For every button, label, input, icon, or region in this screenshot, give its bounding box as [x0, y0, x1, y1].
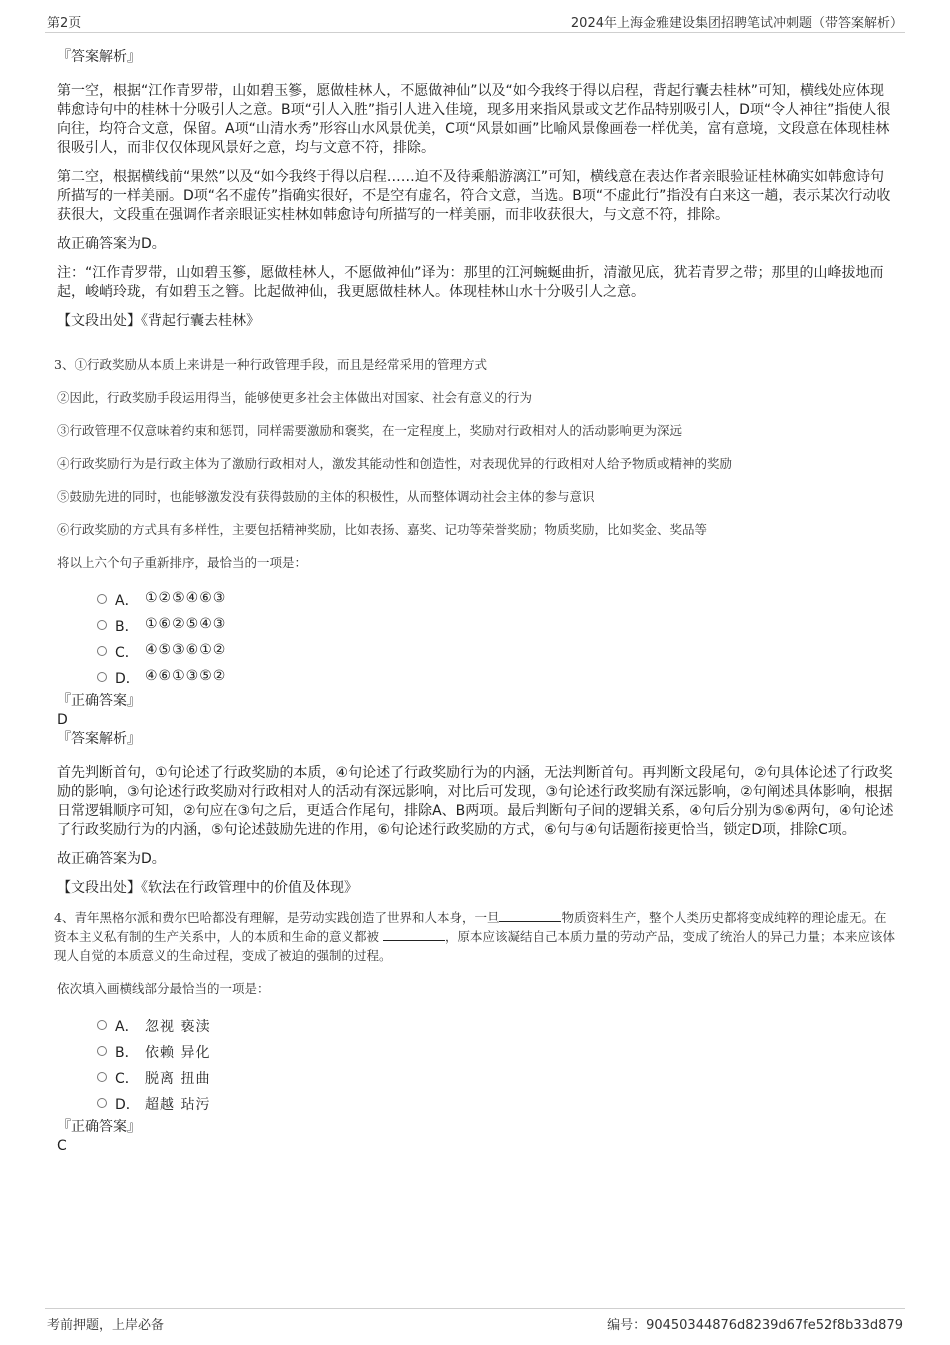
stem-part: ，原本应该凝结自己本质力量的劳动产品，变成了统治人的异己力量；本来应该体现人自觉的本质意义的生命过程，变成了被迫的强制的过程。 [54, 929, 896, 963]
document-content [54, 44, 896, 1156]
option-b[interactable] [97, 612, 895, 638]
explanation-paragraph: 第一空，根据“江作青罗带，山如碧玉篸，愿做桂林人，不愿做神仙”以及“如今我终于得以启程，背起行囊去桂林”可知，横线处应体现韩愈诗句中的桂林十分吸引人之意。B项“引人入胜”指引人进入佳境，现多用来指风景或文艺作品特别吸引人，D项“令人神往”指使人很向往，均符合文意，保留。A项“山清水秀”形容山水风景优美，C项“风景如画”比喻风景像画卷一样优美，富有意境，文段意在体现桂林很吸引人，而非仅仅体现风景好之意，均与文意不符，排除。 [57, 83, 891, 156]
option-d[interactable] [97, 1090, 895, 1116]
option-text: 超越 玷污 [145, 1097, 211, 1113]
question-3-sentence-3: ③行政管理不仅意味着约束和惩罚，同样需要激励和褒奖，在一定程度上，奖励对行政相对人的活动影响更为深远 [57, 423, 683, 438]
option-letter: D． [115, 1097, 140, 1113]
option-letter: A． [115, 1019, 139, 1035]
question-3-prompt: 将以上六个句子重新排序，最恰当的一项是： [57, 555, 308, 570]
radio-button[interactable] [97, 646, 107, 656]
question-4-options [57, 1012, 895, 1116]
option-d[interactable] [97, 664, 895, 690]
option-text: 依赖 异化 [145, 1045, 211, 1061]
translation-note: 注：“江作青罗带，山如碧玉篸，愿做桂林人，不愿做神仙”译为：那里的江河蜿蜒曲折，清澈见底，犹若青罗之带；那里的山峰拔地而起，峻峭玲珑，有如碧玉之簪。比起做神仙，我更愿做桂林人。体现桂林山水十分吸引人之意。 [57, 265, 884, 300]
option-letter: B． [115, 619, 139, 635]
document-code: 编号：90450344876d8239d67fe52f8b33d879 [607, 1318, 903, 1333]
option-text: ④⑤③⑥①② [145, 642, 227, 658]
question-3-sentence-2: ②因此，行政奖励手段运用得当，能够使更多社会主体做出对国家、社会有意义的行为 [57, 390, 533, 405]
radio-button[interactable] [97, 1046, 107, 1056]
question-3-sentence-6: ⑥行政奖励的方式具有多样性，主要包括精神奖励，比如表扬、嘉奖、记功等荣誉奖励；物质奖励，比如奖金、奖品等 [57, 522, 708, 537]
page-footer [45, 1308, 905, 1331]
question-3-sentence-1: 3、①行政奖励从本质上来讲是一种行政管理手段，而且是经常采用的管理方式 [54, 357, 487, 372]
answer-explanation-heading: 『答案解析』 [57, 49, 141, 65]
conclusion-text: 故正确答案为D。 [57, 236, 166, 252]
radio-button[interactable] [97, 1072, 107, 1082]
passage-source: 【文段出处】《背起行囊去桂林》 [57, 313, 260, 329]
explanation-paragraph: 第二空，根据横线前“果然”以及“如今我终于得以启程……迫不及待乘船游漓江”可知，横线意在表达作者亲眼验证桂林确实如韩愈诗句所描写的一样美丽。D项“名不虚传”指确实很好，不是空有虚名，符合文意，当选。B项“不虚此行”指没有白来这一趟，表示某次行动收获很大，文段重在强调作者亲眼证实桂林如韩愈诗句所描写的一样美丽，而非收获很大，与文意不符，排除。 [57, 169, 891, 223]
radio-button[interactable] [97, 1020, 107, 1030]
conclusion-text: 故正确答案为D。 [57, 851, 166, 867]
option-text: ①②⑤④⑥③ [145, 590, 227, 606]
radio-button[interactable] [97, 620, 107, 630]
option-letter: A． [115, 593, 139, 609]
fill-blank-1 [499, 909, 561, 922]
option-letter: D． [115, 671, 140, 687]
radio-button[interactable] [97, 1098, 107, 1108]
correct-answer: C [57, 1138, 67, 1154]
question-4-stem [54, 908, 895, 965]
correct-answer-heading: 『正确答案』 [57, 693, 141, 709]
passage-source: 【文段出处】《软法在行政管理中的价值及体现》 [57, 880, 358, 896]
radio-button[interactable] [97, 672, 107, 682]
explanation-paragraph: 首先判断首句，①句论述了行政奖励的本质，④句论述了行政奖励行为的内涵，无法判断首句。再判断文段尾句，②句具体论述了行政奖励的影响，③句论述行政奖励对行政相对人的活动有深远影响，对比后可发现，③句论述行政奖励有深远影响，②句阐述具体影响，根据日常逻辑顺序可知，②句应在③句之后，更适合作尾句，排除A、B两项。最后判断句子间的逻辑关系，④句后分别为⑤⑥两句，④句论述了行政奖励行为的内涵，⑤句论述鼓励先进的作用，⑥句论述行政奖励的方式，⑥句与④句话题衔接更恰当，锁定D项，排除C项。 [57, 765, 894, 838]
option-letter: C． [115, 1071, 139, 1087]
document-title: 2024年上海金雅建设集团招聘笔试冲刺题（带答案解析） [570, 16, 903, 31]
option-b[interactable] [97, 1038, 895, 1064]
radio-button[interactable] [97, 594, 107, 604]
fill-blank-2 [383, 928, 445, 941]
option-text: 脱离 扭曲 [145, 1071, 211, 1087]
stem-part: 4、青年黑格尔派和费尔巴哈都没有理解，是劳动实践创造了世界和人本身，一旦 [54, 910, 500, 925]
page-number: 第2页 [47, 16, 82, 31]
question-3-sentence-5: ⑤鼓励先进的同时，也能够激发没有获得鼓励的主体的积极性，从而整体调动社会主体的参与意识 [57, 489, 595, 504]
option-text: ④⑥①③⑤② [145, 668, 227, 684]
stem-part: 物质资料生产，整个人类历史都将变成纯粹的理论虚无。在资本主义私有制的生产关系中，人的本质和生命的意义都被 [54, 910, 887, 944]
option-c[interactable] [97, 638, 895, 664]
option-text: ①⑥②⑤④③ [145, 616, 227, 632]
option-text: 忽视 亵渎 [145, 1019, 211, 1035]
correct-answer: D [57, 712, 68, 728]
correct-answer-heading: 『正确答案』 [57, 1119, 141, 1135]
option-letter: C． [115, 645, 139, 661]
question-4-prompt: 依次填入画横线部分最恰当的一项是： [57, 981, 270, 996]
option-letter: B． [115, 1045, 139, 1061]
option-a[interactable] [97, 1012, 895, 1038]
page-header [45, 12, 905, 33]
question-3-options [57, 586, 895, 690]
question-3-sentence-4: ④行政奖励行为是行政主体为了激励行政相对人，激发其能动性和创造性，对表现优异的行政相对人给予物质或精神的奖励 [57, 456, 733, 471]
footer-motto: 考前押题，上岸必备 [47, 1318, 165, 1333]
option-c[interactable] [97, 1064, 895, 1090]
answer-explanation-heading: 『答案解析』 [57, 731, 141, 747]
option-a[interactable] [97, 586, 895, 612]
